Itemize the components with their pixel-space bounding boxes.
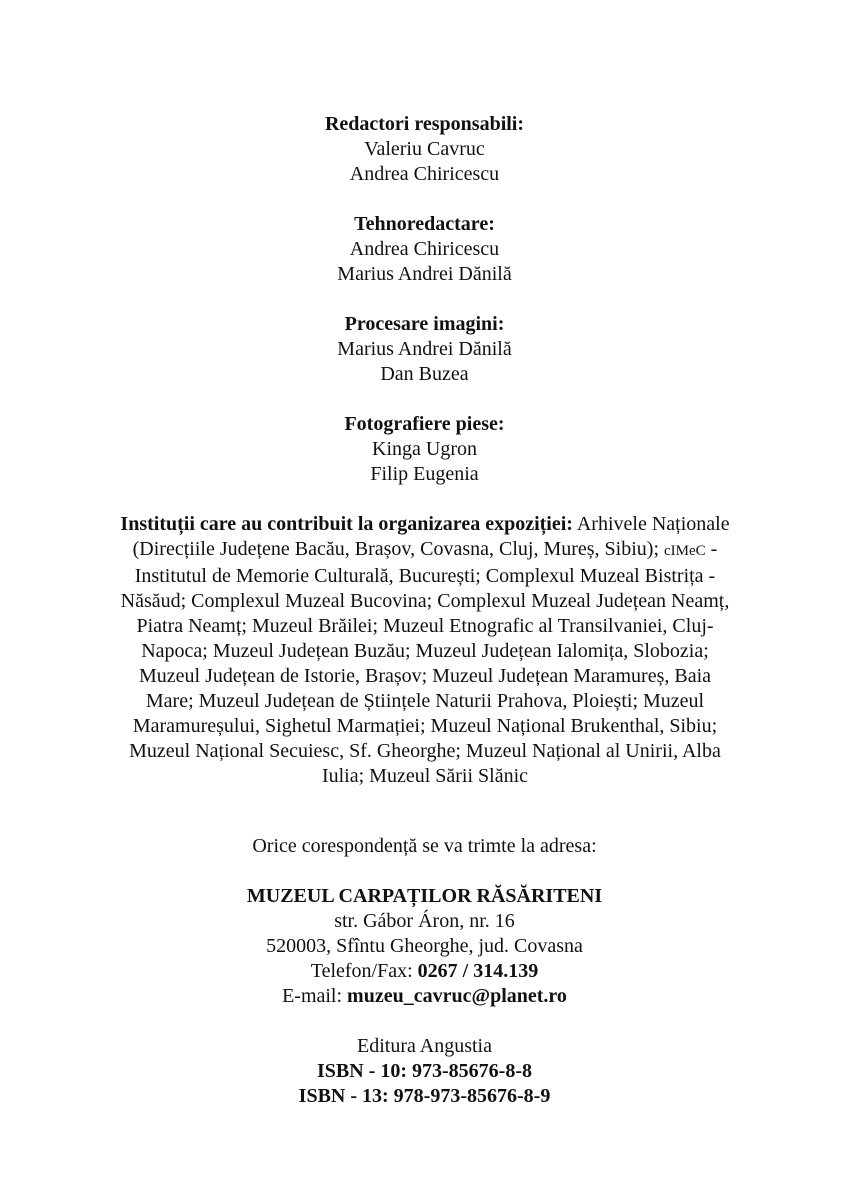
institutions-line: Iulia; Muzeul Sării Slănic — [321, 765, 529, 787]
museum-email-line — [0, 984, 849, 1009]
museum-address — [0, 884, 849, 1009]
institutions-line: Piatra Neamț; Muzeul Brăilei; Muzeul Etnografic al Transilvaniei, Cluj- — [136, 615, 714, 637]
credit-name: Valeriu Cavruc — [364, 138, 485, 160]
cimec-abbreviation: cIMeC — [664, 543, 706, 559]
museum-city: 520003, Sfîntu Gheorghe, jud. Covasna — [266, 935, 583, 957]
credit-name: Andrea Chiricescu — [349, 238, 500, 260]
institutions-line — [85, 512, 765, 537]
publisher-info — [0, 1034, 849, 1109]
credit-heading: Fotografiere piese: — [344, 413, 505, 435]
institutions-paragraph — [85, 512, 765, 789]
email-address: muzeu_cavruc@planet.ro — [347, 985, 567, 1007]
institutions-line: Institutul de Memorie Culturală, București; Complexul Muzeal Bistrița - — [134, 565, 716, 587]
credit-name: Marius Andrei Dănilă — [337, 263, 512, 285]
credit-group-photography — [0, 412, 849, 487]
institutions-text: Arhivele Naționale — [572, 513, 730, 535]
institutions-line: Muzeul Județean de Istorie, Brașov; Muzeul Județean Maramureș, Baia — [138, 665, 712, 687]
publisher-name: Editura Angustia — [357, 1035, 492, 1057]
credit-group-image-processing — [0, 312, 849, 387]
institutions-heading: Instituții care au contribuit la organizarea expoziției: — [120, 513, 573, 535]
credits-section — [0, 112, 849, 512]
isbn-13: ISBN - 13: 978-973-85676-8-9 — [298, 1085, 551, 1107]
credit-heading: Tehnoredactare: — [354, 213, 495, 235]
credit-name: Dan Buzea — [380, 363, 469, 385]
institutions-text: (Direcțiile Județene Bacău, Brașov, Covasna, Cluj, Mureș, Sibiu); — [132, 538, 665, 560]
institutions-line: Napoca; Muzeul Județean Buzău; Muzeul Județean Ialomița, Slobozia; — [141, 640, 709, 662]
institutions-line: Maramureșului, Sighetul Marmației; Muzeul Național Brukenthal, Sibiu; — [132, 715, 718, 737]
institutions-text: - — [705, 538, 718, 560]
institutions-line: Năsăud; Complexul Muzeal Bucovina; Complexul Muzeal Județean Neamț, — [120, 590, 730, 612]
credit-group-editors — [0, 112, 849, 187]
museum-name: MUZEUL CARPAȚILOR RĂSĂRITENI — [246, 885, 603, 907]
institutions-line — [85, 537, 765, 564]
museum-street: str. Gábor Áron, nr. 16 — [334, 910, 515, 932]
institutions-line: Mare; Muzeul Județean de Științele Naturii Prahova, Ploiești; Muzeul — [145, 690, 705, 712]
credit-group-typesetting — [0, 212, 849, 287]
credit-name: Filip Eugenia — [370, 463, 479, 485]
correspondence-note — [0, 834, 849, 859]
isbn-10: ISBN - 10: 973-85676-8-8 — [317, 1060, 532, 1082]
credit-name: Marius Andrei Dănilă — [337, 338, 512, 360]
credit-heading: Procesare imagini: — [344, 313, 505, 335]
correspondence-text: Orice corespondență se va trimte la adresa: — [252, 835, 597, 857]
phone-number: 0267 / 314.139 — [417, 960, 539, 982]
museum-phone-line — [0, 959, 849, 984]
credit-heading: Redactori responsabili: — [324, 113, 525, 135]
email-label: E-mail: — [282, 985, 348, 1007]
credit-name: Kinga Ugron — [372, 438, 477, 460]
phone-label: Telefon/Fax: — [310, 960, 418, 982]
institutions-line: Muzeul Național Secuiesc, Sf. Gheorghe; Muzeul Național al Unirii, Alba — [129, 740, 721, 762]
credit-name: Andrea Chiricescu — [349, 163, 500, 185]
